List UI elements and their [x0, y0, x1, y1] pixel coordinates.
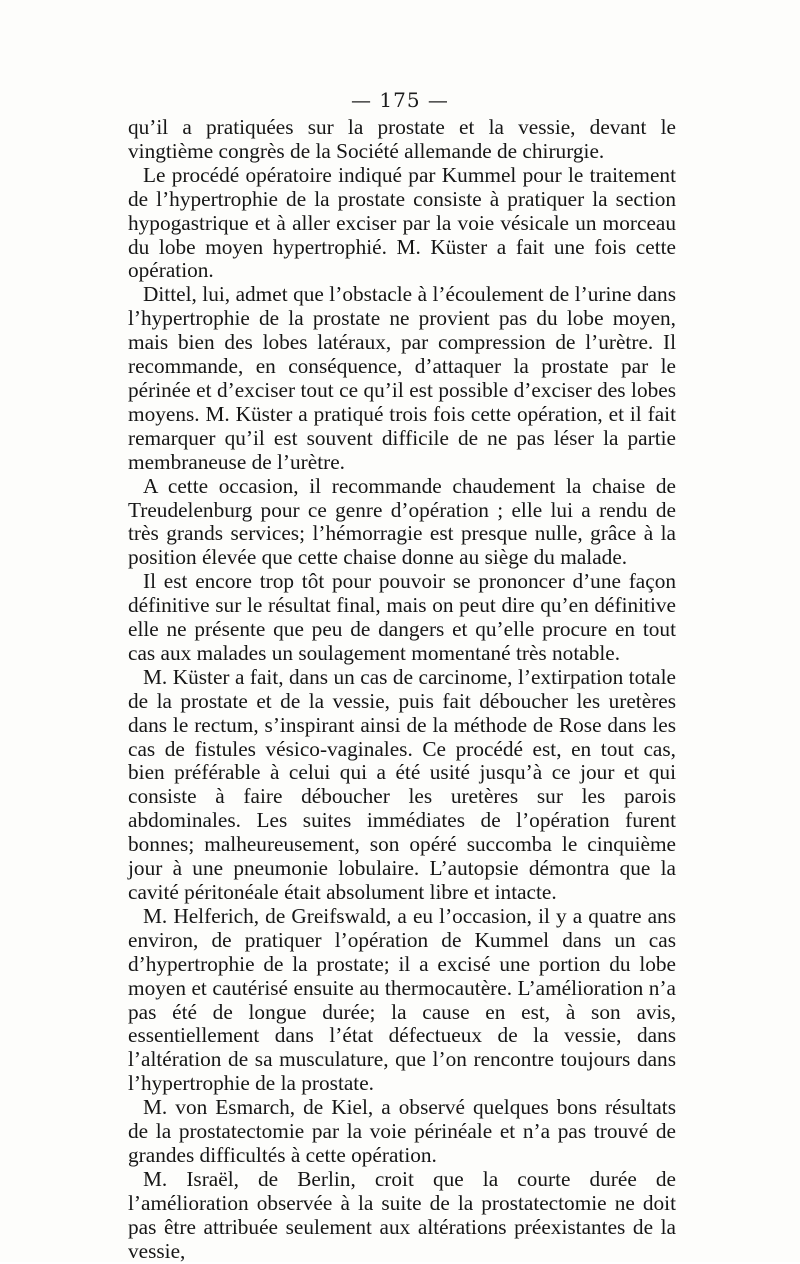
- paragraph-von-esmarch: M. von Esmarch, de Kiel, a observé quelques bons résultats de la prostatectomie par la voie périnéale et n’a pas trouvé de grandes difficultés à cette opération.: [128, 1095, 676, 1167]
- paragraph-continuation: qu’il a pratiquées sur la prostate et la vessie, devant le vingtième congrès de la Société allemande de chirurgie.: [128, 115, 676, 163]
- paragraph-kuster-carcinoma: M. Küster a fait, dans un cas de carcinome, l’extirpation totale de la prostate et de la vessie, puis fait déboucher les uretères dans le rectum, s’inspirant ainsi de la méthode de Rose dans les cas de fistules vésico-vaginales. Ce procédé est, en tout cas, bien préférable à celui qui a été usité jusqu’à ce jour et qui consiste à faire déboucher les uretères sur les parois abdominales. Les suites immédiates de l’opération furent bonnes; malheureusement, son opéré succomba le cinquième jour à une pneumonie lobulaire. L’autopsie démontra que la cavité péritonéale était absolument libre et intacte.: [128, 664, 676, 904]
- page-number: — 175 —: [351, 88, 449, 112]
- paragraph-final-result: Il est encore trop tôt pour pouvoir se prononcer d’une façon définitive sur le résultat final, mais on peut dire qu’en définitive elle ne présente que peu de dangers et qu’elle procure en tout cas aux malades un soulagement momentané très notable.: [128, 569, 676, 665]
- paragraph-israel: M. Israël, de Berlin, croit que la courte durée de l’amélioration observée à la suite de la prostatectomie ne doit pas être attribuée seulement aux altérations préexistantes de la vessie,: [128, 1166, 676, 1263]
- paragraph-helferich: M. Helferich, de Greifswald, a eu l’occasion, il y a quatre ans environ, de pratiquer l’opération de Kummel dans un cas d’hypertrophie de la prostate; il a excisé une portion du lobe moyen et cautérisé ensuite au thermocautère. L’amélioration n’a pas été de longue durée; la cause en est, à son avis, essentiellement dans l’état défectueux de la vessie, dans l’altération de sa musculature, que l’on rencontre toujours dans l’hypertrophie de la prostate.: [128, 903, 676, 1096]
- paragraph-kummel-procedure: Le procédé opératoire indiqué par Kummel pour le traitement de l’hypertrophie de la prostate consiste à pratiquer la section hypogastrique et à aller exciser par la voie vésicale un morceau du lobe moyen hypertrophié. M. Küster a fait une fois cette opération.: [128, 162, 676, 283]
- body-text: [128, 116, 676, 1264]
- paragraph-treudelenburg-chair: A cette occasion, il recommande chaudement la chaise de Treudelenburg pour ce genre d’opération ; elle lui a rendu de très grands services; l’hémorragie est presque nulle, grâce à la position élevée que cette chaise donne au siège du malade.: [128, 473, 676, 570]
- paragraph-dittel: Dittel, lui, admet que l’obstacle à l’écoulement de l’urine dans l’hypertrophie de la prostate ne provient pas du lobe moyen, mais bien des lobes latéraux, par compression de l’urètre. Il recommande, en conséquence, d’attaquer la prostate par le périnée et d’exciser tout ce qu’il est possible d’exciser des lobes moyens. M. Küster a pratiqué trois fois cette opération, et il fait remarquer qu’il est souvent difficile de ne pas léser la partie membraneuse de l’urètre.: [128, 282, 676, 474]
